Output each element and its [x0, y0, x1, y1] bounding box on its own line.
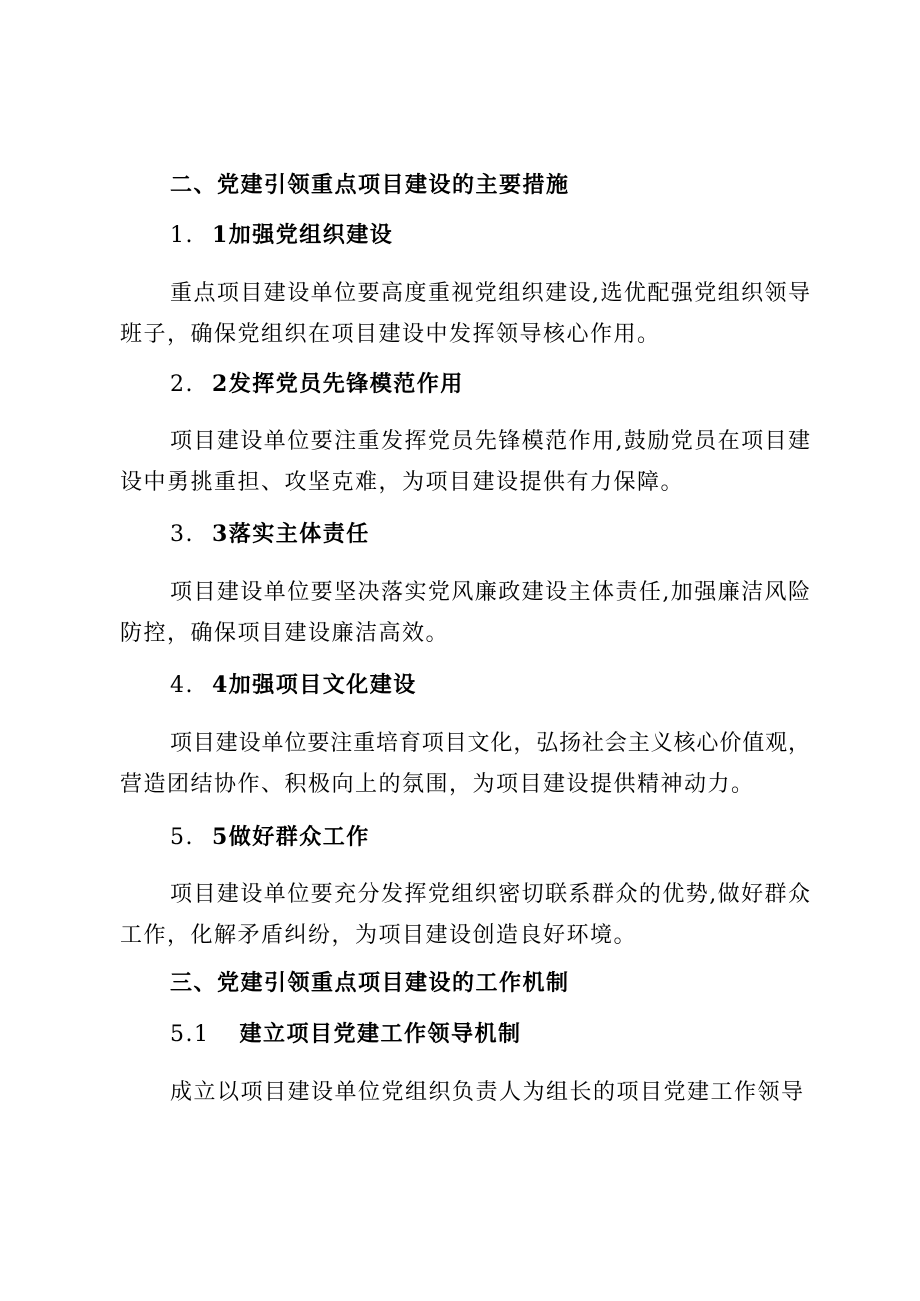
subsection-title: 建立项目党建工作领导机制	[239, 1021, 522, 1047]
item-number: 5.	[170, 825, 194, 850]
item-heading-5	[170, 822, 370, 853]
paragraph-line: 营造团结协作、积极向上的氛围，为项目建设提供精神动力。	[120, 772, 755, 797]
item-heading-3	[170, 519, 370, 550]
item-number: 1.	[170, 223, 194, 248]
item-heading-2	[170, 369, 464, 400]
item-title: 4加强项目文化建设	[212, 672, 417, 698]
section-heading-2: 二、党建引领重点项目建设的主要措施	[170, 172, 570, 198]
paragraph-line: 项目建设单位要注重培育项目文化，弘扬社会主义核心价值观，	[170, 731, 810, 756]
paragraph-line: 防控，确保项目建设廉洁高效。	[120, 621, 450, 646]
item-title: 5做好群众工作	[212, 824, 370, 850]
section-heading-3: 三、党建引领重点项目建设的工作机制	[170, 970, 570, 996]
paragraph-line: 项目建设单位要注重发挥党员先锋模范作用,鼓励党员在项目建	[170, 429, 810, 454]
paragraph-line: 项目建设单位要充分发挥党组织密切联系群众的优势,做好群众	[170, 882, 810, 907]
item-title: 3落实主体责任	[212, 521, 370, 547]
paragraph-line: 班子，确保党组织在项目建设中发挥领导核心作用。	[120, 322, 661, 347]
item-number: 2.	[170, 372, 194, 397]
paragraph-line: 设中勇挑重担、攻坚克难，为项目建设提供有力保障。	[120, 470, 685, 495]
paragraph-line: 重点项目建设单位要高度重视党组织建设,选优配强党组织领导	[170, 281, 810, 306]
item-number: 4.	[170, 673, 194, 698]
item-heading-4	[170, 670, 417, 701]
item-heading-1	[170, 220, 393, 251]
paragraph-line: 工作，化解矛盾纠纷，为项目建设创造良好环境。	[120, 923, 638, 948]
subsection-heading-5-1	[170, 1019, 522, 1050]
item-number: 3.	[170, 522, 194, 547]
paragraph-line: 项目建设单位要坚决落实党风廉政建设主体责任,加强廉洁风险	[170, 580, 810, 605]
paragraph-line: 成立以项目建设单位党组织负责人为组长的项目党建工作领导	[170, 1080, 805, 1105]
item-title: 1加强党组织建设	[212, 222, 394, 248]
subsection-number: 5.1	[170, 1022, 210, 1047]
item-title: 2发挥党员先锋模范作用	[212, 371, 464, 397]
